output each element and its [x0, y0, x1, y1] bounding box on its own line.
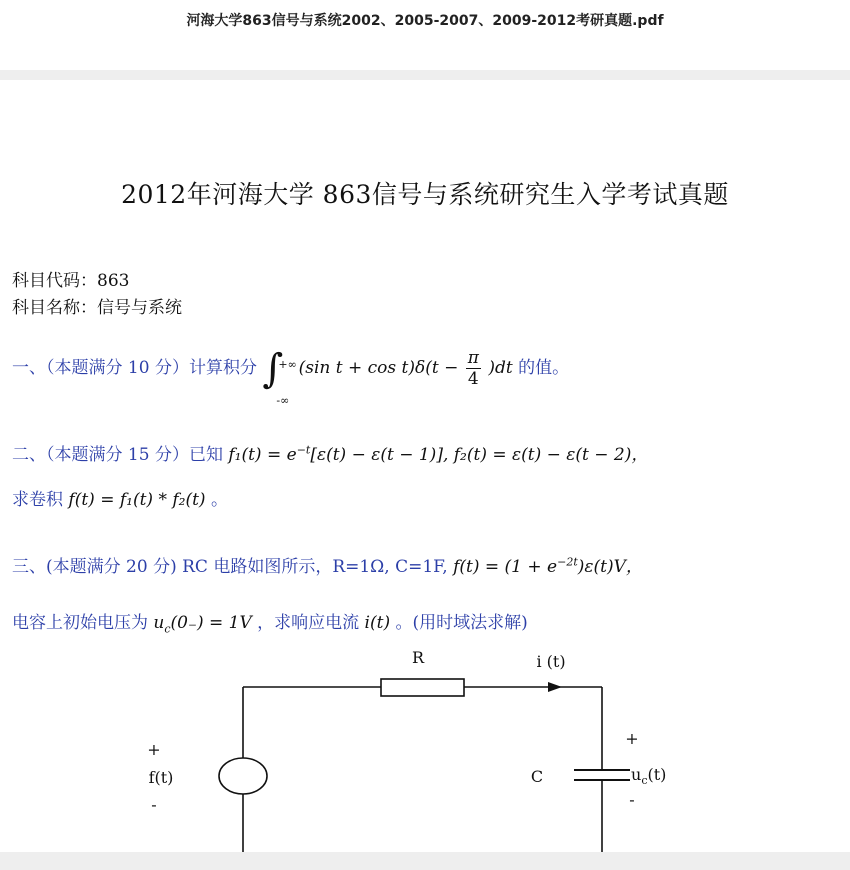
viewer-gap-top [0, 70, 850, 80]
resistor-icon [381, 679, 464, 696]
resistor-label: R [411, 648, 425, 667]
document-header [0, 0, 850, 70]
subject-name: 科目名称：信号与系统 [12, 298, 182, 318]
pdf-page[interactable] [0, 80, 850, 852]
current-arrow-icon [548, 682, 562, 692]
q1-formula: ∫ +∞ -∞ (sin t + cos t)δ(t − $\frac{\pi}{4}$ )dt [262, 345, 513, 407]
viewer-gap-bottom [0, 852, 850, 870]
rc-circuit-diagram [0, 640, 850, 852]
source-plus: + [147, 740, 161, 759]
source-label: f(t) [148, 768, 174, 787]
question-3-line-1: 三、(本题满分 20 分) RC 电路如图所示，R=1Ω, C=1F, $f(t) = (1 + e^{-2t})\varepsilon(t)V$， [12, 555, 643, 577]
capacitor-minus: - [629, 790, 635, 809]
q1-prefix: 一、（本题满分 10 分）计算积分 [12, 358, 257, 378]
capacitor-plus: + [625, 729, 639, 748]
source-minus: - [151, 795, 157, 814]
question-1 [12, 345, 570, 407]
voltage-source-icon [219, 758, 267, 794]
question-3-line-2: 电容上初始电压为 $u_c(0_-) = 1V$ ，求响应电流 i(t) 。(用时域法求解) [12, 613, 528, 636]
exam-title: 2012年河海大学 863信号与系统研究生入学考试真题 [121, 180, 729, 209]
question-2-line-1: 二、（本题满分 15 分）已知 $f_1(t) = e^{-t}[\varepsilon(t) - \varepsilon(t - 1)]$, f₂(t) = ε(t) − ε(t − 2)， [12, 443, 649, 465]
question-2-line-2: 求卷积 f(t) = f₁(t) * f₂(t) 。 [12, 490, 228, 510]
capacitor-voltage-label: $u_c(t)$ [631, 765, 667, 787]
capacitor-label: C [530, 767, 544, 786]
current-label: i (t) [536, 652, 566, 671]
q1-suffix: 的值。 [518, 358, 570, 378]
subject-code: 科目代码：863 [12, 271, 130, 291]
document-filename: 河海大学863信号与系统2002、2005-2007、2009-2012考研真题.pdf [186, 13, 664, 29]
integral-sign-icon: ∫ +∞ -∞ [262, 345, 297, 407]
